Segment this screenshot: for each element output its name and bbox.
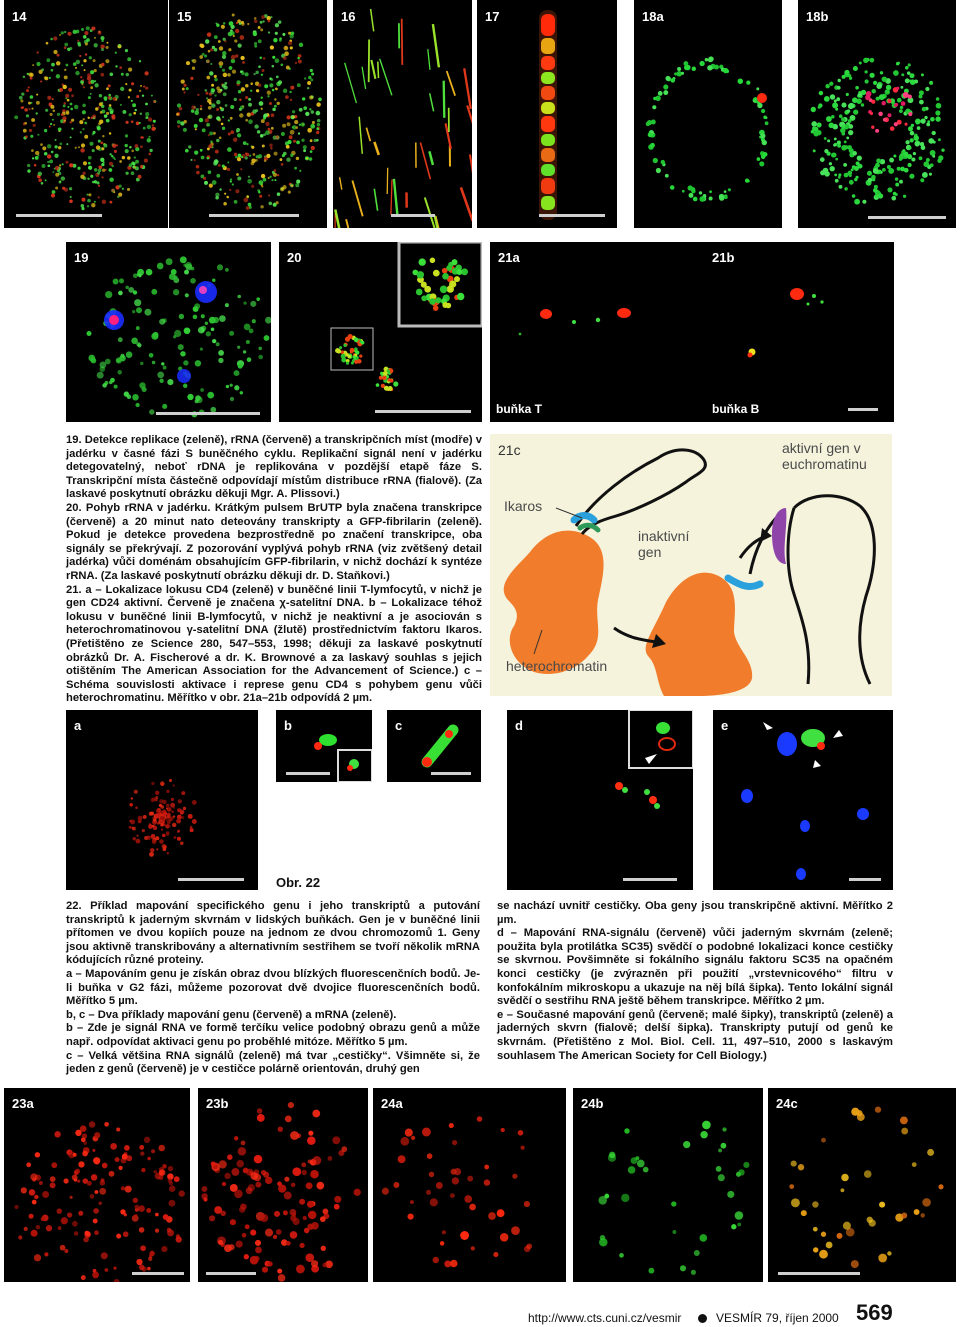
figure-24a (373, 1088, 566, 1282)
panel-label: 20 (287, 250, 302, 265)
footer-url[interactable]: http://www.cts.cuni.cz/vesmir (528, 1311, 682, 1325)
micrograph (477, 0, 617, 228)
caption-22-e: e – Současné mapování genů (červeně; malé šipky), transkriptů (zeleně) a jaderných skvrn (fialově; delší šipka). Transkripty putují od genů ke skvrnám. (Přetištěno z Mol. Biol. Cell. 11, 497–510, 2000 s laskavým souhlasem The American Society for Cell Biology.) (497, 1008, 893, 1062)
figure-16 (333, 0, 472, 228)
figure-21a (490, 242, 704, 422)
panel-label: 14 (12, 9, 27, 24)
caption-22-b: b – Zde je signál RNA ve formě terčíku velice podobný obrazu genů a může např. odpovídat aktivaci genu po proběhlé mitóze. Měřítko 5 µm. (66, 1022, 480, 1048)
figure-17 (477, 0, 617, 228)
scale-bar (868, 216, 946, 219)
scale-bar (539, 214, 605, 217)
figure-24b (573, 1088, 763, 1282)
panel-label: 23a (12, 1096, 34, 1111)
figure-18a (634, 0, 782, 228)
micrograph (198, 1088, 368, 1282)
scale-bar (286, 772, 330, 775)
panel-label: 23b (206, 1096, 229, 1111)
scale-bar (206, 1272, 256, 1275)
micrograph (279, 242, 482, 422)
scale-bar (156, 412, 260, 415)
panel-label: e (721, 718, 729, 733)
figure-23b (198, 1088, 368, 1282)
active-gene (772, 508, 786, 564)
figure-19 (66, 242, 271, 422)
figure-23a (4, 1088, 190, 1282)
figure-22-label: Obr. 22 (276, 875, 321, 890)
footer-issue: VESMÍR 79, říjen 2000 (716, 1311, 839, 1325)
caption-22-intro: 22. Příklad mapování specifického genu i jeho transkriptů a putování transkriptů k jaderným skvrnám v lidských buňkách. Gen je v buněčné linii přítomen ve dvou kopiích pouze na jednom ze dvou chromozomů 1. Geny jsou aktivně transkribovány a alternativním sestřihem se tvoří několik mRNA kódujících různé proteiny. (66, 900, 480, 967)
cell-b-label: buňka B (712, 402, 760, 416)
figure-21b (704, 242, 894, 422)
scale-bar (431, 772, 471, 775)
micrograph (373, 1088, 566, 1282)
caption-20: 20. Pohyb rRNA v jadérku. Krátkým pulsem BrUTP byla značena transkripce (červeně) a 20 minut nato deteovány transkripty a GFP-fibrilarin (zeleně). Pokud je detekce provedena bezprostředně po značení transkripce, oba signály se překrývají. Z pozorování vyplývá pohyb rRNA (viz zvětšený detail jadérka) vůči doménám obsahujícím GFP-fibrilarin, v nichž dochází k syntéze rRNA. (Za laskavé poskytnutí obrázku děkuji dr. D. Staňkovi.) (66, 501, 482, 582)
micrograph (4, 1088, 190, 1282)
micrograph (4, 0, 168, 228)
page-number: 569 (856, 1300, 893, 1325)
caption-22-c: c – Velká většina RNA signálů (zeleně) má tvar „cestičky“. Všimněte si, že jeden z genů (červeně) je v cestičce polárně orientován, druhý gen (66, 1049, 480, 1076)
panel-label: 18b (806, 9, 829, 24)
chromatin-2 (750, 518, 776, 574)
caption-22-bc: b, c – Dva příklady mapování genu (červeně) a mRNA (zeleně). (66, 1008, 397, 1021)
panel-label: 24b (581, 1096, 604, 1111)
caption-22-right (497, 900, 893, 1063)
scale-bar (391, 214, 435, 217)
micrograph (713, 710, 893, 890)
caption-22-left (66, 900, 480, 1077)
panel-label: 17 (485, 9, 500, 24)
panel-label: b (284, 718, 292, 733)
micrograph (169, 0, 327, 228)
caption-22-c-cont: se nachází uvnitř cestičky. Oba geny jsou transkripčně aktivní. Měřítko 2 µm. (497, 900, 893, 926)
micrograph (798, 0, 956, 228)
caption-22-a: a – Mapováním genu je získán obraz dvou blízkých fluorescenčních bodů. Je-li buňka v G2 fázi, můžeme pozorovat dvě dvojice fluorescenčních bodů. Měřítko 5 µm. (66, 967, 480, 1008)
arrow-1 (614, 628, 656, 642)
caption-21: 21. a – Lokalizace lokusu CD4 (zeleně) v buněčné linii T-lymfocytů, v nichž je gen CD24 aktivní. Červeně je značena χ-satelitní DNA. b – Lokalizace téhož lokusu v buněčné linii B-lymfocytů, v nichž je neaktivní a je asociován s heterochromatinovou γ-satelitní DNA (žlutě) prostřednictvím faktoru Ikaros. (Přetištěno ze Science 280, 547–553, 1998; děkuji za laskavé poskytnutí obrázků Dr. A. Fischerové a dr. K. Brownové a za laskavý souhlas s jejich otištěním The American Association for the Advancement of Science.) c – Schéma souvislosti aktivace i represe genu CD4 s pohybem genu vůči heterochromatinu. Měřítko v obr. 21a–21b odpovídá 2 µm. (66, 583, 482, 705)
scale-bar (132, 1272, 184, 1275)
micrograph (507, 710, 693, 890)
panel-label: 19 (74, 250, 89, 265)
scale-bar (623, 878, 677, 881)
micrograph (573, 1088, 763, 1282)
cell-t-label: buňka T (496, 402, 543, 416)
panel-label: 21a (498, 250, 520, 265)
figure-15 (169, 0, 327, 228)
panel-label: 18a (642, 9, 664, 24)
heterochromatin-blob-2 (646, 573, 753, 696)
footer-bullet (698, 1314, 707, 1323)
scale-bar (209, 214, 299, 217)
inactive-gene-2 (728, 578, 760, 586)
panel-label: a (74, 718, 82, 733)
zoom-inset (399, 242, 482, 326)
ikaros-label: Ikaros (504, 498, 543, 514)
figure-22e (713, 710, 893, 890)
panel-label: 24a (381, 1096, 403, 1111)
micrograph (704, 242, 894, 422)
panel-label: 15 (177, 9, 192, 24)
diagram-label: 21c (498, 442, 521, 458)
micrograph (768, 1088, 956, 1282)
euchromatin-loop (788, 496, 874, 684)
micrograph (634, 0, 782, 228)
caption-19-21 (66, 434, 482, 706)
panel-label: 21b (712, 250, 735, 265)
diagram-21c (490, 434, 892, 696)
scale-bar (375, 410, 471, 413)
micrograph (333, 0, 472, 228)
scale-bar (849, 878, 881, 881)
figure-20 (279, 242, 482, 422)
nucleoli (66, 242, 271, 422)
figure-22d (507, 710, 693, 890)
figure-22c (387, 710, 481, 782)
panel-label: d (515, 718, 523, 733)
figure-22b (276, 710, 372, 782)
micrograph (66, 710, 258, 890)
figure-18b (798, 0, 956, 228)
heterochromatin-label: heterochromatin (506, 658, 608, 674)
heterochromatin-blob-1 (504, 531, 604, 674)
scale-bar (778, 1272, 860, 1275)
figure-14 (4, 0, 168, 228)
panel-label: 16 (341, 9, 356, 24)
active-gene-label: aktivní gen v euchromatinu (782, 440, 867, 472)
scale-bar (178, 878, 244, 881)
micrograph (490, 242, 704, 422)
figure-22a (66, 710, 258, 890)
scale-bar (16, 214, 102, 217)
caption-19: 19. Detekce replikace (zeleně), rRNA (červeně) a transkripčních míst (modře) v jadérku v časné fázi S buněčného cyklu. Replikační signál není v jadérku detegovatelný, neboť rDNA je replikována v pozdější etapě fáze S. Transkripční místa částečně odpovídají místům distribuce rRNA (fialově). (Za laskavé poskytnutí obrázku děkuji Mgr. A. Plissovi.) (66, 434, 482, 501)
panel-label: c (395, 718, 403, 733)
gene-position-scheme (490, 434, 892, 696)
scale-bar (848, 408, 878, 411)
caption-22-d: d – Mapování RNA-signálu (červeně) vůči jaderným skvrnám (zeleně; použita byla protilátka SC35) svědčí o podobné lokalizaci konce cestičky se skvrnou. Povšimněte si fokálního signálu faktoru SC35 na opačném konci cestičky (je zvýrazněn při použití „vrstevnicového“ filtru v konfokálním mikroskopu a ukazuje na něj bílá šipka). Tento lokální signál svědčí o sestřihu RNA ještě během transkripce. Měřítko 2 µm. (497, 927, 893, 1008)
panel-label: 24c (776, 1096, 798, 1111)
chromosome (539, 10, 557, 220)
inactive-gene-label: inaktivní gen (638, 528, 690, 560)
figure-24c (768, 1088, 956, 1282)
